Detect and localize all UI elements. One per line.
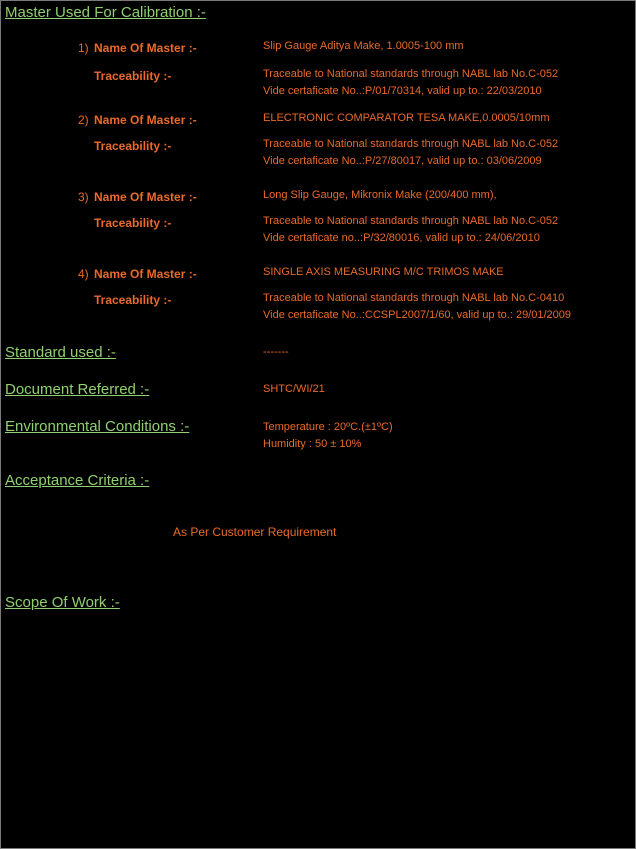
master-4-name-label: Name Of Master :- [94,267,197,281]
master-4-number: 4) [78,267,89,281]
document-referred-value: SHTC/WI/21 [263,383,325,395]
masters-heading: Master Used For Calibration :- [5,4,206,21]
master-1-name-value: Slip Gauge Aditya Make, 1.0005-100 mm [263,40,464,52]
humidity-value: Humidity : 50 ± 10% [263,438,362,450]
acceptance-criteria-heading: Acceptance Criteria :- [5,472,150,489]
master-1-number: 1) [78,41,89,55]
master-3-number: 3) [78,190,89,204]
scope-of-work-heading: Scope Of Work :- [5,594,120,611]
master-3-name-label: Name Of Master :- [94,190,197,204]
temperature-value: Temperature : 20ºC.(±1ºC) [263,421,393,433]
master-3-traceability-line1: Traceable to National standards through NABL lab No.C-052 [263,215,559,227]
document-referred-heading: Document Referred :- [5,381,150,398]
standard-used-value: ------- [263,346,289,358]
master-1-traceability-label: Traceability :- [94,69,172,83]
master-4-traceability-line1: Traceable to National standards through NABL lab No.C-0410 [263,292,565,304]
master-2-name-value: ELECTRONIC COMPARATOR TESA MAKE,0.0005/10mm [263,112,550,124]
master-1-traceability-line1: Traceable to National standards through NABL lab No.C-052 [263,68,559,80]
master-3-name-value: Long Slip Gauge, Mikronix Make (200/400 mm), [263,189,497,201]
master-3-traceability-line2: Vide certaficate no..:P/32/80016, valid up to.: 24/06/2010 [263,232,540,244]
environmental-conditions-heading: Environmental Conditions :- [5,418,190,435]
master-4-name-value: SINGLE AXIS MEASURING M/C TRIMOS MAKE [263,266,504,278]
master-4-traceability-label: Traceability :- [94,293,172,307]
master-2-name-label: Name Of Master :- [94,113,197,127]
master-4-traceability-line2: Vide certaficate No..:CCSPL2007/1/60, valid up to.: 29/01/2009 [263,309,571,321]
master-1-traceability-line2: Vide certaficate No..:P/01/70314, valid up to.: 22/03/2010 [263,85,542,97]
master-2-traceability-line2: Vide certaficate No..:P/27/80017, valid up to.: 03/06/2009 [263,155,542,167]
master-1-name-label: Name Of Master :- [94,41,197,55]
standard-used-heading: Standard used :- [5,344,116,361]
master-2-traceability-line1: Traceable to National standards through NABL lab No.C-052 [263,138,559,150]
master-2-traceability-label: Traceability :- [94,139,172,153]
master-2-number: 2) [78,113,89,127]
acceptance-criteria-value: As Per Customer Requirement [173,525,337,539]
master-3-traceability-label: Traceability :- [94,216,172,230]
